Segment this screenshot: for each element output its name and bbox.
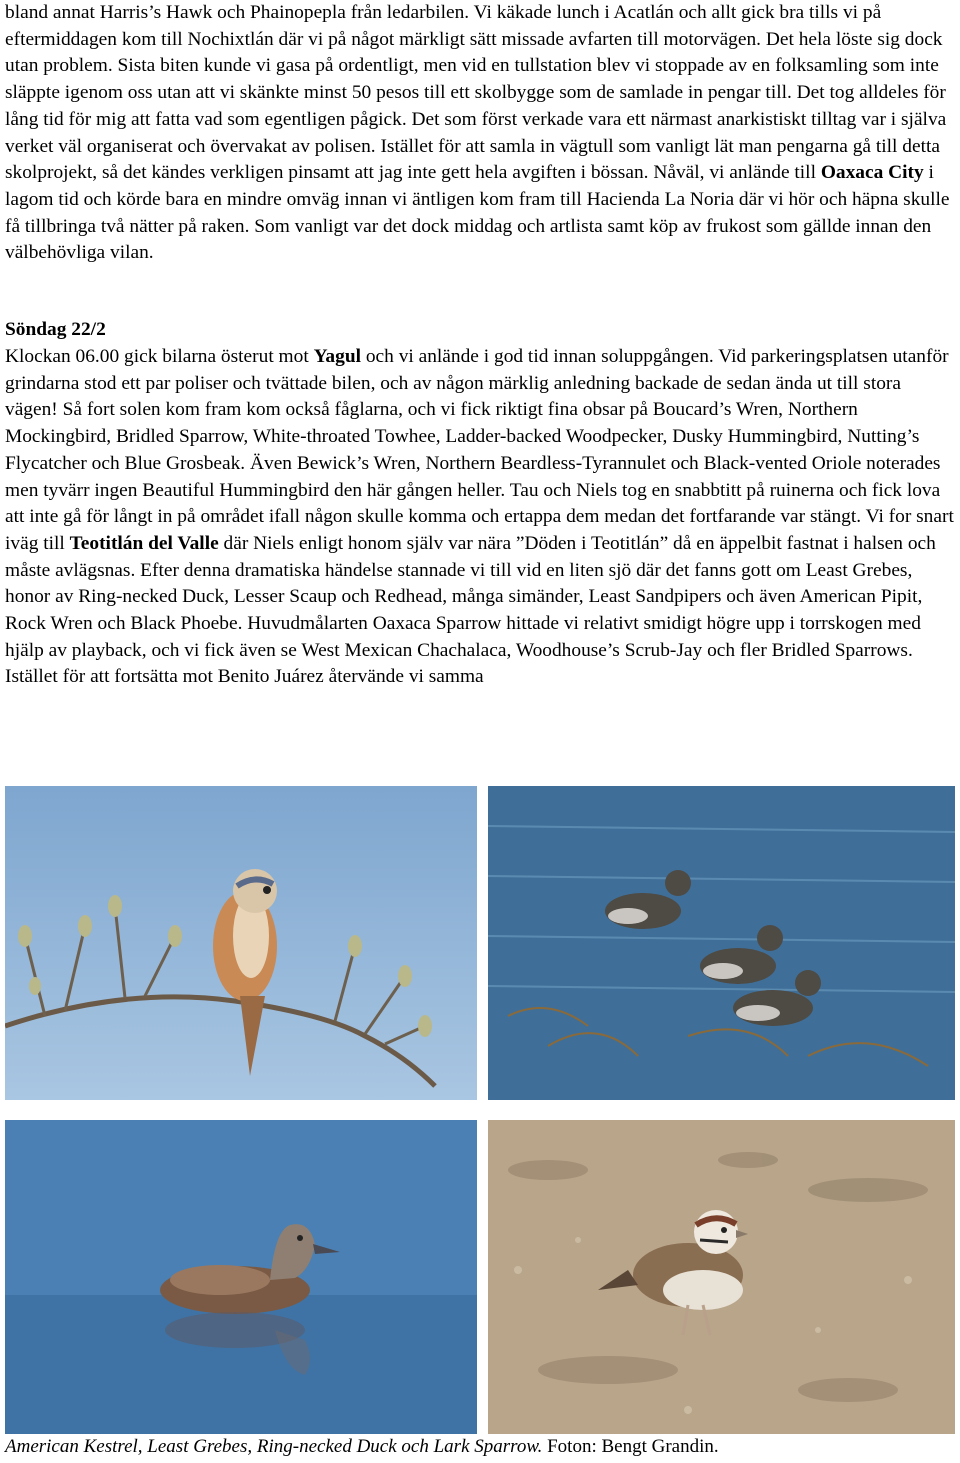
- photo-caption: [5, 1434, 955, 1460]
- photo-lark-sparrow: [488, 1120, 955, 1434]
- place-teotitlan: Teotitlán del Valle: [69, 532, 219, 554]
- day-heading: Söndag 22/2: [5, 319, 106, 340]
- photo-least-grebes: [488, 786, 955, 1100]
- photo-ring-necked-duck: [5, 1120, 477, 1434]
- caption-credit: Foton: Bengt Grandin.: [542, 1436, 719, 1457]
- caption-species: American Kestrel, Least Grebes, Ring-necked Duck och Lark Sparrow.: [5, 1436, 543, 1457]
- paragraph-2-text-a: Klockan 06.00 gick bilarna österut mot: [5, 346, 314, 367]
- paragraph-2-text-b: och vi anlände i god tid innan soluppgången. Vid parkeringsplatsen utanför grindarna stod ett par poliser och tvättade bilen, och av någon märklig anledning backade de sedan ända ut till stora vägen! Så fort solen kom fram kom också fåglarna, och vi fick riktigt fina obsar på Boucard’s Wren, Northern Mockingbird, Bridled Sparrow, White-throated Towhee, Ladder-backed Woodpecker, Dusky Hummingbird, Nutting’s Flycatcher och Blue Grosbeak. Även Bewick’s Wren, Northern Beardless-Tyrannulet och Black-vented Oriole noterades men tyvärr ingen Beautiful Hummingbird den här gången heller. Tau och Niels tog en snabbtitt på ruinerna och fick lova att inte gå för långt in på området ifall någon skulle komma och ertappa dem medan det fortfarande var stängt. Vi for snart iväg till: [5, 346, 954, 554]
- paragraph-1: [5, 0, 957, 267]
- paragraph-1-text-a: bland annat Harris’s Hawk och Phainopepla från ledarbilen. Vi käkade lunch i Acatlán och allt gick bra tills vi på eftermiddagen kom till Nochixtlán där vi på något märkligt sätt missade avfarten till motorvägen. Det hela löste sig dock utan problem. Sista biten kunde vi gasa på ordentligt, men vid en tullstation blev vi stoppade av en folksamling som inte släppte igenom oss utan att vi skänkte minst 50 pesos till ett skolbygge som de samlade in pengar till. Det tog alldeles för lång tid för mig att fatta vad som egentligen pågick. Det som först verkade vara ett närmast anarkistiskt tilltag var i själva verket väl organiserat och övervakat av polisen. Istället för att samla in vägtull som vanligt lät man pengarna gå till detta skolprojekt, så det kändes verkligen pinsamt att jag inte gett hela avgiften i bössan. Nåväl, vi anlände till: [5, 2, 947, 184]
- place-yagul: Yagul: [313, 346, 361, 367]
- photo-american-kestrel: [5, 786, 477, 1100]
- paragraph-1-text-b: i lagom tid och körde bara en mindre omväg innan vi äntligen kom fram till Hacienda La Noria där vi hör och häpna skulle få tillbringa två nätter på raken. Som vanligt var det dock middag och artlista samt köp av frukost som gällde innan den välbehövliga vilan.: [5, 162, 950, 264]
- paragraph-2: [5, 344, 957, 691]
- paragraph-2-text-c: där Niels enligt honom själv var nära ”Döden i Teotitlán” då en äppelbit fastnat i halsen och måste avlägsnas. Efter denna dramatiska händelse stannade vi till vid en liten sjö där det fanns gott om Least Grebes, honor av Ring-necked Duck, Lesser Scaup och Redhead, många simänder, Least Sandpipers och även American Pipit, Rock Wren och Black Phoebe. Huvudmålarten Oaxaca Sparrow hittade vi relativt smidigt högre upp i torrskogen med hjälp av playback, och vi fick även se West Mexican Chachalaca, Woodhouse’s Scrub-Jay och fler Bridled Sparrows. Istället för att fortsätta mot Benito Juárez återvände vi samma: [5, 532, 936, 688]
- place-oaxaca-city: Oaxaca City: [820, 162, 924, 184]
